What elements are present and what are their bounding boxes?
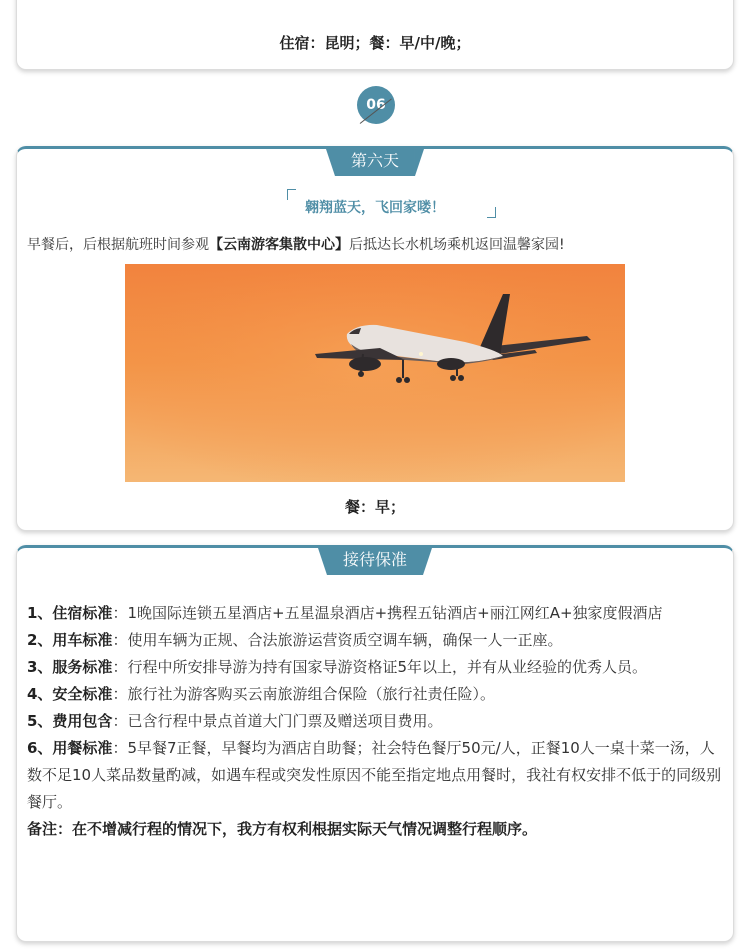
item-label: 6、用餐标准: [27, 739, 113, 757]
guarantee-item-vehicle: [27, 627, 723, 654]
item-text: 使用车辆为正规、合法旅游运营资质空调车辆，确保一人一正座。: [127, 631, 563, 649]
item-text: 5早餐7正餐，早餐均为酒店自助餐；社会特色餐厅50元/人，正餐10人一桌十菜一汤，人数不足10人菜品数量酌减，如遇车程或突发性原因不能至指定地点用餐时，我社有权安排不低于的同级别餐厅。: [27, 739, 722, 811]
day-number-badge: 06: [357, 86, 395, 124]
item-label: 5、费用包含: [27, 712, 113, 730]
day6-meal-info: 餐：早；: [344, 498, 405, 516]
day6-itinerary-text: [27, 234, 727, 254]
day6-card: [16, 146, 734, 531]
item-label: 2、用车标准: [27, 631, 113, 649]
bracket-right-decoration: [487, 207, 496, 218]
item-separator: ：: [112, 658, 128, 676]
airplane-sunset-photo: [125, 264, 625, 482]
item-separator: ：: [112, 631, 128, 649]
itinerary-highlight: 【云南游客集散中心】: [209, 237, 349, 253]
item-separator: ：: [112, 739, 128, 757]
previous-day-card: [16, 0, 734, 70]
guarantee-tab-title: 接待保准: [327, 545, 423, 575]
item-separator: ：: [112, 685, 128, 703]
item-separator: ：: [112, 712, 128, 730]
guarantee-item-fees: [27, 708, 723, 735]
item-text: 1晚国际连锁五星酒店+五星温泉酒店+携程五钻酒店+丽江网红A+独家度假酒店: [127, 604, 663, 622]
guarantee-item-service: [27, 654, 723, 681]
guarantee-item-safety: [27, 681, 723, 708]
itinerary-text-start: 早餐后，后根据航班时间参观: [27, 237, 209, 253]
guarantee-card: [16, 545, 734, 942]
guarantee-item-meals: [27, 735, 723, 816]
guarantee-item-lodging: [27, 600, 723, 627]
item-label: 3、服务标准: [27, 658, 113, 676]
day6-subtitle: 翱翔蓝天，飞回家喽！: [305, 200, 445, 216]
item-separator: ：: [112, 604, 128, 622]
item-text: 旅行社为游客购买云南旅游组合保险（旅行社责任险）。: [127, 685, 495, 703]
day6-tab-title: 第六天: [335, 146, 415, 176]
item-text: 已含行程中景点首道大门门票及赠送项目费用。: [127, 712, 443, 730]
lodging-meal-info: 住宿：昆明；餐：早/中/晚；: [279, 34, 471, 52]
guarantee-list: [27, 600, 723, 843]
item-text: 行程中所安排导游为持有国家导游资格证5年以上，并有从业经验的优秀人员。: [127, 658, 648, 676]
guarantee-note: 备注：在不增减行程的情况下，我方有权利根据实际天气情况调整行程顺序。: [27, 820, 538, 838]
item-label: 4、安全标准: [27, 685, 113, 703]
item-label: 1、住宿标准: [27, 604, 113, 622]
itinerary-text-end: 后抵达长水机场乘机返回温馨家园!: [349, 237, 565, 253]
